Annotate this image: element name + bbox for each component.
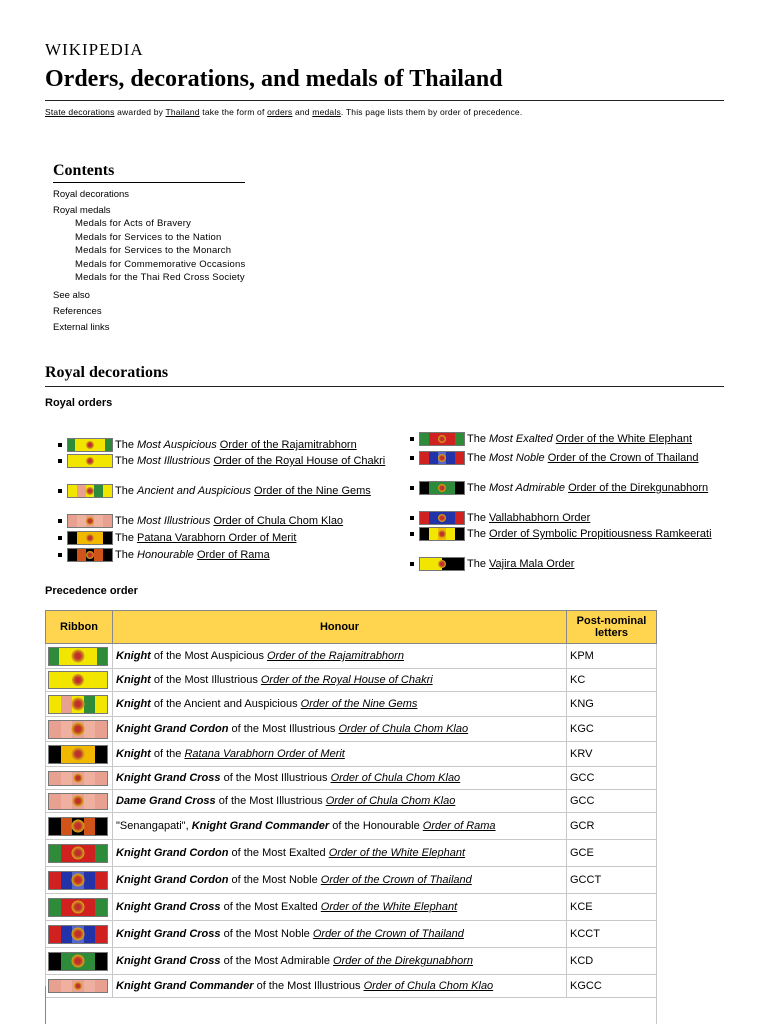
- ribbon-image: [67, 454, 113, 468]
- order-item: [419, 451, 699, 465]
- order-item: [419, 481, 708, 495]
- ribbon-image: [48, 793, 108, 810]
- order-item: [67, 438, 357, 452]
- ribbon-image: [48, 745, 108, 764]
- honour-prefix: "Senangapati",: [116, 820, 192, 832]
- toc-item-references[interactable]: References: [53, 306, 102, 317]
- post-nominal-cell: KCE: [567, 894, 657, 921]
- toc-item-red-cross[interactable]: Medals for the Thai Red Cross Society: [75, 272, 245, 283]
- ribbon-cell: [46, 644, 113, 669]
- post-nominal-cell: KCD: [567, 948, 657, 975]
- ribbon-image: [67, 438, 113, 452]
- post-nominal-cell: KC: [567, 669, 657, 692]
- order-link[interactable]: Order of the Rajamitrabhorn: [267, 650, 404, 662]
- order-item: [67, 454, 385, 468]
- order-link[interactable]: Order of the Crown of Thailand: [320, 874, 472, 886]
- ribbon-image: [48, 817, 108, 836]
- order-link[interactable]: Vajira Mala Order: [489, 557, 575, 570]
- table-row: [46, 921, 657, 948]
- honour-text: of the Most Auspicious: [150, 650, 267, 662]
- ribbon-image: [419, 557, 465, 571]
- toc-item-royal-medals[interactable]: Royal medals: [53, 205, 111, 216]
- ribbon-image: [48, 844, 108, 863]
- honour-text: of the Most Admirable: [220, 955, 334, 967]
- honour-cell: [113, 717, 567, 742]
- order-link[interactable]: Order of the Royal House of Chakri: [260, 674, 433, 686]
- section-divider: [45, 386, 724, 387]
- post-nominal-cell: KGC: [567, 717, 657, 742]
- honour-rank: Knight: [116, 674, 151, 686]
- bullet: [58, 459, 62, 463]
- order-link[interactable]: Order of the Royal House of Chakri: [213, 454, 386, 467]
- honour-rank: Knight: [116, 698, 151, 710]
- honour-rank: Knight Grand Cordon: [116, 847, 229, 859]
- ribbon-cell: [46, 975, 113, 998]
- honour-cell: [113, 669, 567, 692]
- honour-cell: [113, 742, 567, 767]
- order-text: The: [467, 557, 490, 570]
- honour-cell: [113, 894, 567, 921]
- ribbon-cell: [46, 742, 113, 767]
- post-nominal-cell: KNG: [567, 692, 657, 717]
- ribbon-image: [48, 671, 108, 689]
- table-row: [46, 813, 657, 840]
- ribbon-image: [419, 481, 465, 495]
- honour-cell: [113, 790, 567, 813]
- bullet: [410, 516, 414, 520]
- subheading-royal-orders: Royal orders: [45, 397, 113, 409]
- order-adjective: Most Illustrious: [137, 454, 211, 467]
- ribbon-cell: [46, 669, 113, 692]
- honour-text: of the Most Illustrious: [253, 980, 364, 992]
- ribbon-image: [419, 432, 465, 446]
- ribbon-image: [48, 871, 108, 890]
- order-adjective: Most Admirable: [489, 481, 566, 494]
- toc-item-monarch[interactable]: Medals for Services to the Monarch: [75, 245, 232, 256]
- order-text: The: [467, 481, 490, 494]
- ribbon-cell: [46, 790, 113, 813]
- post-nominal-cell: KRV: [567, 742, 657, 767]
- bullet: [410, 437, 414, 441]
- order-text: The: [115, 484, 138, 497]
- honour-rank: Knight Grand Cross: [116, 901, 221, 913]
- ribbon-image: [67, 548, 113, 562]
- col-header-honour[interactable]: Honour: [113, 611, 567, 644]
- order-link[interactable]: Order of the Rajamitrabhorn: [219, 438, 357, 451]
- honour-rank: Knight Grand Commander: [116, 980, 254, 992]
- bullet: [410, 532, 414, 536]
- order-text: The: [467, 511, 490, 524]
- intro-text: and: [292, 107, 313, 117]
- table-row: [46, 840, 657, 867]
- page-title: Orders, decorations, and medals of Thailand: [45, 66, 503, 92]
- ribbon-image: [48, 647, 108, 666]
- honour-cell: [113, 692, 567, 717]
- toc-item-see-also[interactable]: See also: [53, 290, 90, 301]
- ribbon-image: [419, 511, 465, 525]
- honour-text: of the Most Illustrious: [228, 723, 339, 735]
- bullet: [58, 536, 62, 540]
- order-text: The: [115, 438, 138, 451]
- table-row: [46, 894, 657, 921]
- subheading-precedence-order: Precedence order: [45, 585, 138, 597]
- table-row: [46, 975, 657, 998]
- order-text: The: [115, 548, 138, 561]
- ribbon-image: [48, 695, 108, 714]
- order-link[interactable]: Order of the Crown of Thailand: [312, 928, 464, 940]
- honour-text: of the Most Illustrious: [215, 795, 326, 807]
- honour-rank: Knight Grand Cross: [116, 928, 221, 940]
- order-link[interactable]: Order of Chula Chom Klao: [213, 514, 344, 527]
- order-item: [67, 484, 371, 498]
- table-row: [46, 742, 657, 767]
- intro-text: take the form of: [199, 107, 268, 117]
- order-link[interactable]: Vallabhabhorn Order: [489, 511, 591, 524]
- order-item: [419, 527, 712, 541]
- post-nominal-cell: GCR: [567, 813, 657, 840]
- link-state-decorations[interactable]: State decorations: [45, 107, 115, 117]
- honour-text: of the: [150, 748, 185, 760]
- intro-paragraph: [45, 107, 522, 117]
- ribbon-image: [419, 527, 465, 541]
- order-item: [419, 432, 692, 446]
- order-text: The: [115, 454, 138, 467]
- order-link[interactable]: Order of the White Elephant: [555, 432, 693, 445]
- post-nominal-cell: GCC: [567, 790, 657, 813]
- order-link[interactable]: Order of Symbolic Propitiousness Ramkeerati: [489, 527, 712, 540]
- honour-rank: Knight Grand Cordon: [116, 723, 229, 735]
- order-adjective: Most Exalted: [489, 432, 553, 445]
- table-row: [46, 692, 657, 717]
- order-text: The: [115, 531, 138, 544]
- order-link[interactable]: Order of the Nine Gems: [300, 698, 418, 710]
- order-item: [419, 557, 574, 571]
- ribbon-cell: [46, 867, 113, 894]
- table-row: [46, 867, 657, 894]
- post-nominal-cell: KCCT: [567, 921, 657, 948]
- bullet: [58, 519, 62, 523]
- toc-item-external-links[interactable]: External links: [53, 322, 110, 333]
- order-link[interactable]: Order of Chula Chom Klao: [338, 723, 469, 735]
- post-nominal-cell: KPM: [567, 644, 657, 669]
- ribbon-image: [67, 484, 113, 498]
- order-link[interactable]: Order of the White Elephant: [320, 901, 458, 913]
- honour-cell: [113, 921, 567, 948]
- ribbon-cell: [46, 767, 113, 790]
- order-item: [67, 548, 270, 562]
- honour-text: of the Most Exalted: [228, 847, 329, 859]
- table-row: [46, 948, 657, 975]
- honour-rank: Knight Grand Commander: [191, 820, 330, 832]
- honour-rank: Knight Grand Cordon: [116, 874, 229, 886]
- order-adjective: Ancient and Auspicious: [137, 484, 251, 497]
- honour-cell: [113, 767, 567, 790]
- bullet: [410, 562, 414, 566]
- order-link[interactable]: Order of the Crown of Thailand: [547, 451, 699, 464]
- ribbon-cell: [46, 894, 113, 921]
- honour-text: of the Most Illustrious: [220, 772, 331, 784]
- link-thailand[interactable]: Thailand: [165, 107, 200, 117]
- order-link[interactable]: Order of the White Elephant: [328, 847, 466, 859]
- order-item: [419, 511, 590, 525]
- table-of-contents: [53, 162, 246, 333]
- order-link[interactable]: Order of Rama: [196, 548, 270, 561]
- ribbon-image: [67, 514, 113, 528]
- order-text: The: [467, 527, 490, 540]
- honour-rank: Knight Grand Cross: [116, 772, 221, 784]
- order-adjective: Honourable: [137, 548, 194, 561]
- post-nominal-cell: GCE: [567, 840, 657, 867]
- title-divider: [45, 100, 724, 101]
- bullet: [58, 443, 62, 447]
- honour-cell: [113, 975, 567, 998]
- honour-cell: [113, 840, 567, 867]
- ribbon-cell: [46, 692, 113, 717]
- order-link[interactable]: Order of the Direkgunabhorn: [568, 481, 709, 494]
- bullet: [410, 486, 414, 490]
- honour-rank: Knight: [116, 748, 151, 760]
- table-edge: [45, 986, 46, 1024]
- ribbon-image: [48, 925, 108, 944]
- ribbon-image: [48, 898, 108, 917]
- link-orders[interactable]: orders: [267, 107, 293, 117]
- honour-cell: [113, 867, 567, 894]
- table-row: [46, 767, 657, 790]
- order-link[interactable]: Order of the Direkgunabhorn: [333, 955, 474, 967]
- honour-text: of the Most Noble: [228, 874, 321, 886]
- intro-text: . This page lists them by order of precedence.: [340, 107, 523, 117]
- ribbon-cell: [46, 921, 113, 948]
- wikipedia-wordmark[interactable]: WIKIPEDIA: [45, 40, 144, 59]
- order-adjective: Most Illustrious: [137, 514, 211, 527]
- order-item: [67, 514, 343, 528]
- ribbon-image: [419, 451, 465, 465]
- bullet: [410, 456, 414, 460]
- order-link[interactable]: Order of Chula Chom Klao: [325, 795, 456, 807]
- table-row: [46, 717, 657, 742]
- precedence-table: [45, 610, 657, 998]
- order-text: The: [467, 432, 490, 445]
- ribbon-image: [48, 979, 108, 993]
- order-adjective: Most Noble: [489, 451, 545, 464]
- honour-rank: Knight Grand Cross: [116, 955, 221, 967]
- order-link[interactable]: Patana Varabhorn Order of Merit: [137, 531, 297, 544]
- honour-text: of the Most Exalted: [220, 901, 321, 913]
- order-link[interactable]: Order of the Nine Gems: [254, 484, 371, 497]
- honour-rank: Knight: [116, 650, 151, 662]
- table-row: [46, 669, 657, 692]
- honour-text: of the Most Illustrious: [150, 674, 261, 686]
- ribbon-cell: [46, 813, 113, 840]
- table-row: [46, 790, 657, 813]
- honour-cell: [113, 948, 567, 975]
- toc-title: Contents: [53, 162, 245, 183]
- ribbon-image: [48, 771, 108, 786]
- ribbon-image: [48, 952, 108, 971]
- honour-cell: [113, 644, 567, 669]
- link-medals[interactable]: medals: [312, 107, 341, 117]
- order-link[interactable]: Order of Chula Chom Klao: [330, 772, 461, 784]
- ribbon-cell: [46, 948, 113, 975]
- post-nominal-cell: GCC: [567, 767, 657, 790]
- post-nominal-cell: KGCC: [567, 975, 657, 998]
- order-text: The: [115, 514, 138, 527]
- section-heading-royal-decorations: Royal decorations: [45, 364, 169, 381]
- order-adjective: Most Auspicious: [137, 438, 217, 451]
- honour-cell: [113, 813, 567, 840]
- intro-text: awarded by: [114, 107, 166, 117]
- post-nominal-cell: GCCT: [567, 867, 657, 894]
- table-edge: [656, 986, 657, 1024]
- ribbon-cell: [46, 840, 113, 867]
- toc-item-royal-decorations[interactable]: Royal decorations: [53, 189, 130, 200]
- col-header-post-nominal[interactable]: Post-nominal letters: [567, 611, 657, 644]
- ribbon-cell: [46, 717, 113, 742]
- toc-item-bravery[interactable]: Medals for Acts of Bravery: [75, 218, 192, 229]
- bullet: [58, 553, 62, 557]
- ribbon-image: [48, 720, 108, 739]
- toc-item-nation[interactable]: Medals for Services to the Nation: [75, 232, 222, 243]
- order-link[interactable]: Ratana Varabhorn Order of Merit: [184, 748, 345, 760]
- honour-text: of the Most Noble: [220, 928, 313, 940]
- table-row: [46, 644, 657, 669]
- order-text: The: [467, 451, 490, 464]
- ribbon-image: [67, 531, 113, 545]
- order-link[interactable]: Order of Rama: [422, 820, 496, 832]
- col-header-ribbon[interactable]: Ribbon: [46, 611, 113, 644]
- order-item: [67, 531, 296, 545]
- honour-text: of the Honourable: [329, 820, 423, 832]
- bullet: [58, 489, 62, 493]
- order-link[interactable]: Order of Chula Chom Klao: [363, 980, 494, 992]
- toc-item-commemorative[interactable]: Medals for Commemorative Occasions: [75, 259, 246, 270]
- honour-rank: Dame Grand Cross: [116, 795, 216, 807]
- honour-text: of the Ancient and Auspicious: [150, 698, 301, 710]
